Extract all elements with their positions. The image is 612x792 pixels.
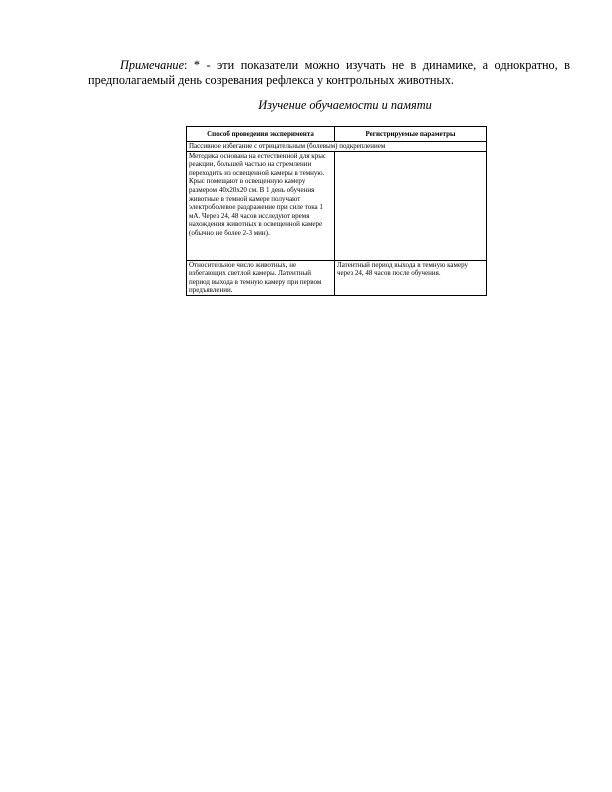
params-cell: [335, 151, 487, 260]
header-params: Регистрируемые параметры: [335, 127, 487, 142]
section-title: Пассивное избегание с отрицательным (болевым) подкреплением: [187, 142, 487, 152]
note-label: Примечание: [120, 58, 185, 72]
method-cell: Методика основана на естественной для крыс реакции, большей частью на стремлении переходить из освещенной камеры в темную. Крыс помещают в освещенную камеру размером 40х20х20 см. В 1 день обучения животные в темной камере получают электроболевое раздражение при силе тока 1 мА. Через 24, 48 часов исследуют время нахождения животных в освещенной камере (обычно не более 2-3 мин).: [187, 151, 335, 260]
note-paragraph: [88, 58, 570, 88]
table-row: [187, 260, 487, 295]
table-row: [187, 151, 487, 260]
experiment-table: [186, 126, 487, 296]
params-cell: Латентный период выхода в темную камеру через 24, 48 часов после обучения.: [335, 260, 487, 295]
header-method: Способ проведения эксперимента: [187, 127, 335, 142]
table-header-row: [187, 127, 487, 142]
note-text-line2: предполагаемый день созревания рефлекса у контрольных животных.: [88, 73, 454, 87]
note-text-line1: : * - эти показатели можно изучать не в динамике, а однократно, в: [184, 58, 570, 72]
method-cell: Относительное число животных, не избегающих светлой камеры. Латентный период выхода в темную камеру при первом предъявлении.: [187, 260, 335, 295]
table-section-row: [187, 142, 487, 152]
table-caption: Изучение обучаемости и памяти: [258, 98, 432, 112]
